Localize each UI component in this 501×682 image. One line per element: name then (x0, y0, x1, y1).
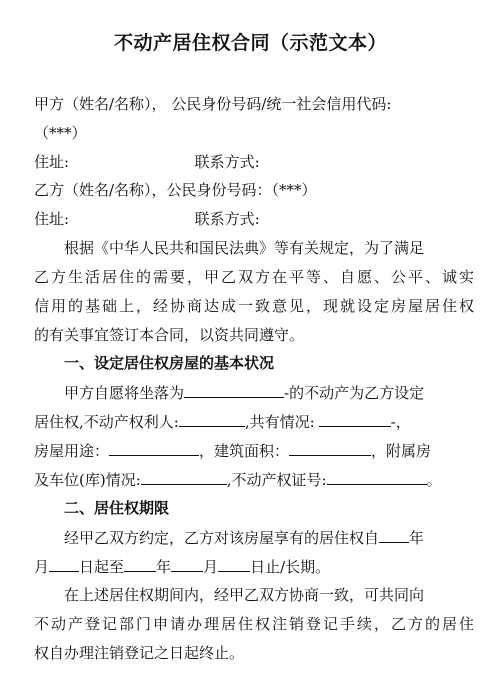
section-2-line-2 (34, 557, 474, 576)
text-segment: 经甲乙双方约定，乙方对该房屋享有的居住权自 (64, 529, 380, 547)
section-2-line-1 (64, 528, 474, 547)
text-segment: ，建筑面积： (199, 442, 290, 460)
preamble-line: 根据《中华人民共和国民法典》等有关规定，为了满足 (64, 239, 425, 257)
end-month-blank[interactable] (218, 557, 250, 572)
text-segment: ,不动产权证号: (226, 471, 327, 489)
section-1-line-4 (34, 470, 474, 489)
co-ownership-blank[interactable] (319, 412, 391, 427)
text-segment: 年 (409, 529, 425, 547)
section-1-line-1 (64, 383, 474, 402)
preamble-line: 信用的基础上，经协商达成一致意见，现就设定房屋居住权 (34, 297, 474, 315)
section-2-paragraph-line: 不动产登记部门申请办理居住权注销登记手续，乙方的居住 (34, 615, 474, 633)
party-b-identity-line: 乙方（姓名/名称），公民身份号码：（***） (34, 181, 317, 199)
party-b-address-row (34, 210, 474, 228)
certificate-number-blank[interactable] (327, 470, 427, 485)
party-b-contact-label: 联系方式: (194, 210, 260, 228)
usage-blank[interactable] (109, 441, 199, 456)
preamble-line: 乙方生活居住的需要，甲乙双方在平等、自愿、公平、诚实 (34, 268, 474, 286)
start-day-blank[interactable] (124, 557, 156, 572)
document-title: 不动产居住权合同（示范文本） (113, 32, 387, 54)
owner-blank[interactable] (179, 412, 245, 427)
party-a-id-value: （***） (34, 124, 87, 142)
section-1-line-2 (34, 412, 474, 431)
preamble-line: 的有关事宜签订本合同，以资共同遵守。 (34, 326, 305, 344)
text-segment: 年 (156, 558, 172, 576)
start-year-blank[interactable] (379, 528, 409, 543)
section-1-line-3 (34, 441, 474, 460)
text-segment: 居住权,不动产权利人: (34, 413, 179, 431)
section-2-heading: 二、居住权期限 (64, 499, 170, 517)
location-blank[interactable] (184, 383, 284, 398)
text-segment: ,共有情况: (244, 413, 315, 431)
text-segment: -的不动产为乙方设定 (284, 384, 425, 402)
text-segment: -， (390, 413, 411, 431)
text-segment: 月 (34, 558, 50, 576)
section-2-paragraph-line: 权自办理注销登记之日起终止。 (34, 644, 245, 662)
end-year-blank[interactable] (171, 557, 203, 572)
text-segment: 及车位(库)情况: (34, 471, 141, 489)
text-segment: ，附属房 (371, 442, 432, 460)
text-segment: 甲方自愿将坐落为 (64, 384, 185, 402)
parking-blank[interactable] (141, 470, 227, 485)
party-a-address-row (34, 153, 474, 171)
text-segment: 房屋用途： (34, 442, 110, 460)
text-segment: 日起至 (79, 558, 125, 576)
text-segment: 月 (203, 558, 219, 576)
start-month-blank[interactable] (49, 557, 79, 572)
text-segment: 日止/长期。 (250, 558, 331, 576)
text-segment: 。 (426, 471, 442, 489)
party-b-address-label: 住址: (34, 210, 70, 228)
section-2-paragraph-line: 在上述居住权期间内，经甲乙双方协商一致，可共同向 (64, 586, 425, 604)
section-1-heading: 一、设定居住权房屋的基本状况 (64, 354, 275, 372)
party-a-contact-label: 联系方式: (194, 153, 260, 171)
party-a-identity-line: 甲方（姓名/名称）， 公民身份号码/统一社会信用代码: (34, 95, 392, 113)
party-a-address-label: 住址: (34, 153, 70, 171)
area-blank[interactable] (289, 441, 371, 456)
